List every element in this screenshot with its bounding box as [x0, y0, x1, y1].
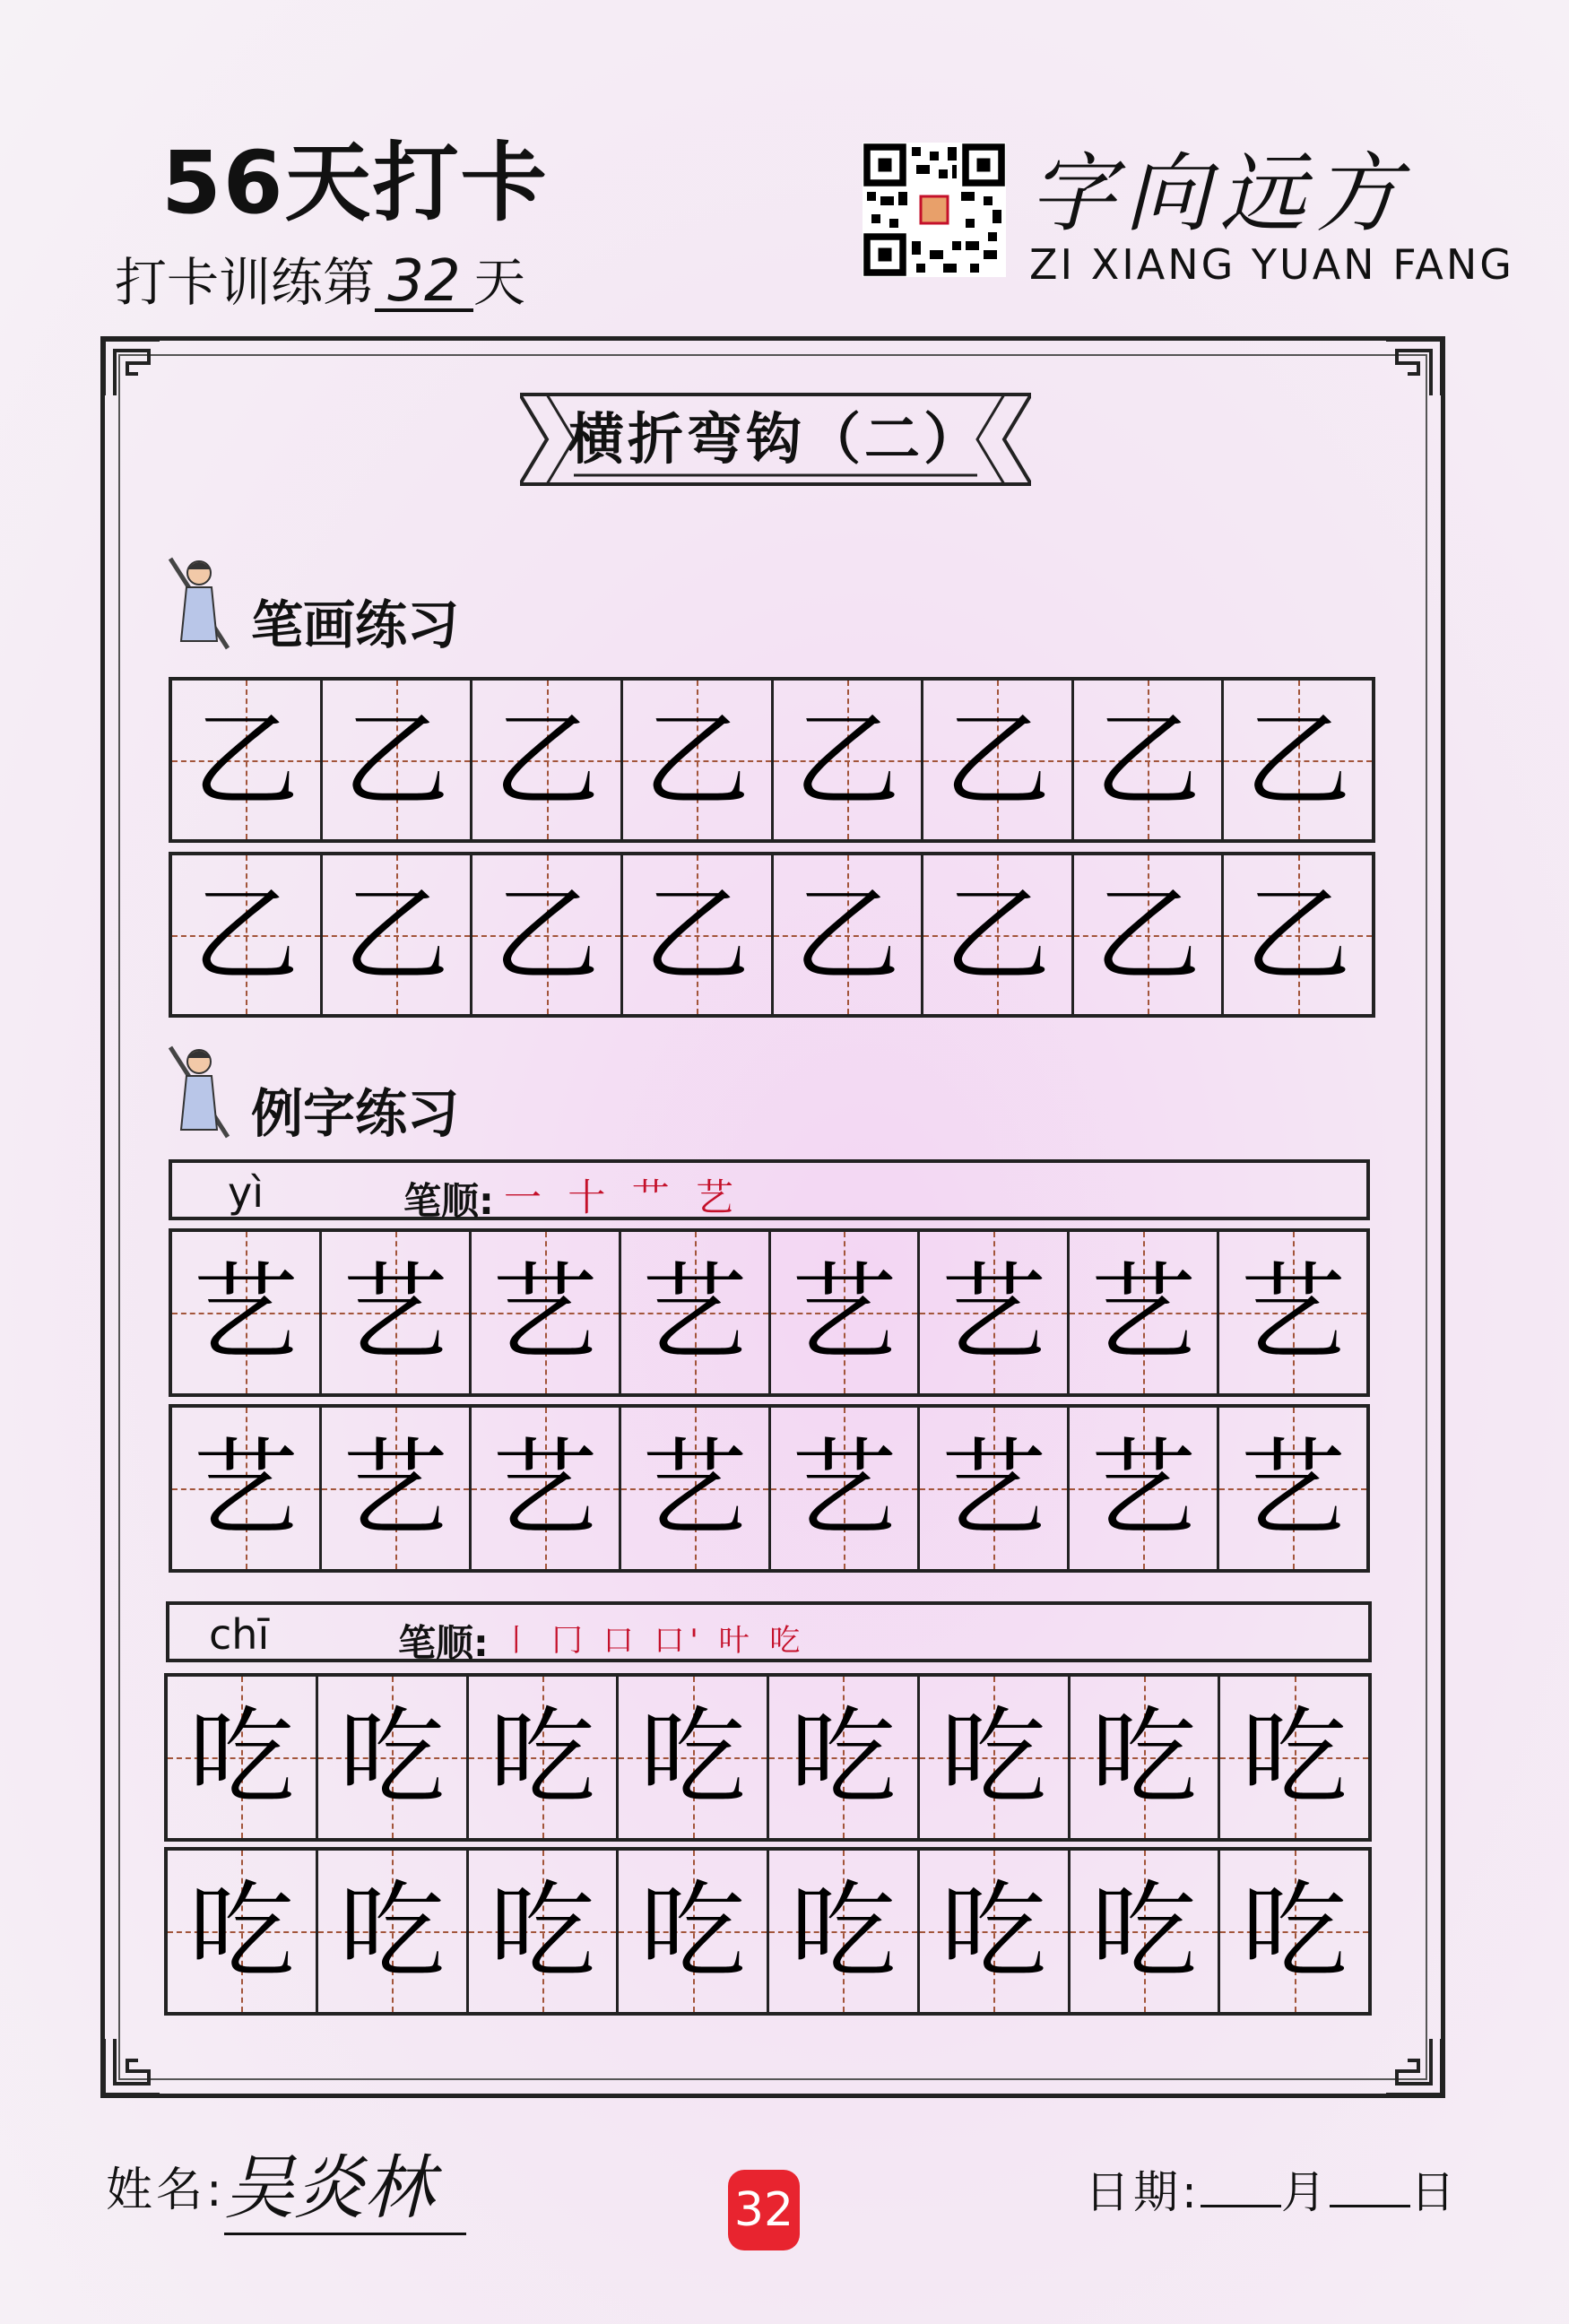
practice-cell[interactable] [771, 1232, 921, 1393]
example-practice-row [169, 1404, 1370, 1573]
practice-cell[interactable] [1074, 855, 1225, 1014]
practice-cell[interactable] [172, 681, 323, 839]
date-label: 日期: [1085, 2166, 1201, 2218]
practice-glyph: 吃 [339, 1869, 446, 1993]
practice-cell[interactable] [920, 1408, 1070, 1569]
practice-cell[interactable] [472, 855, 623, 1014]
practice-glyph: 艺 [941, 1251, 1047, 1374]
practice-cell[interactable] [619, 1851, 769, 2012]
practice-glyph: 艺 [791, 1426, 897, 1550]
practice-glyph: 吃 [790, 1869, 897, 1993]
practice-glyph: 艺 [791, 1251, 897, 1374]
stroke-practice-row [169, 677, 1375, 843]
practice-cell[interactable] [619, 1677, 769, 1838]
practice-glyph: 乙 [193, 872, 299, 997]
practice-glyph: 吃 [1090, 1695, 1197, 1819]
character-pinyin: yì [228, 1168, 264, 1217]
practice-cell[interactable] [920, 1232, 1070, 1393]
practice-glyph: 乙 [644, 872, 750, 997]
practice-glyph: 吃 [489, 1869, 595, 1993]
practice-glyph: 乙 [493, 698, 600, 822]
practice-glyph: 艺 [1090, 1426, 1197, 1550]
practice-cell[interactable] [323, 855, 473, 1014]
practice-glyph: 乙 [342, 698, 449, 822]
practice-glyph: 吃 [1241, 1695, 1348, 1819]
practice-cell[interactable] [769, 1677, 920, 1838]
practice-cell[interactable] [1070, 1232, 1219, 1393]
practice-cell[interactable] [172, 1232, 322, 1393]
practice-cell[interactable] [623, 681, 774, 839]
example-practice-row [164, 1673, 1372, 1842]
day-suffix: 天 [473, 252, 526, 313]
qr-code-icon [863, 142, 1006, 278]
month-label: 月 [1280, 2166, 1330, 2218]
practice-cell[interactable] [168, 1677, 318, 1838]
practice-glyph: 乙 [1244, 698, 1351, 822]
practice-glyph: 艺 [941, 1426, 1047, 1550]
practice-cell[interactable] [774, 855, 924, 1014]
practice-glyph: 乙 [1244, 872, 1351, 997]
example-practice-row [164, 1847, 1372, 2016]
corner-ornament-icon [1383, 2035, 1445, 2098]
practice-cell[interactable] [920, 1677, 1071, 1838]
day-field[interactable] [1330, 2205, 1410, 2207]
practice-glyph: 乙 [193, 698, 299, 822]
practice-glyph: 艺 [1240, 1251, 1347, 1374]
brand-logo-text: 字向远方 [1029, 143, 1409, 244]
practice-cell[interactable] [1219, 1232, 1366, 1393]
practice-glyph: 艺 [641, 1426, 748, 1550]
practice-glyph: 吃 [339, 1695, 446, 1819]
practice-cell[interactable] [621, 1232, 771, 1393]
practice-cell[interactable] [322, 1408, 472, 1569]
scholar-figure-icon [163, 1040, 235, 1139]
practice-cell[interactable] [323, 681, 473, 839]
practice-cell[interactable] [1219, 1408, 1366, 1569]
practice-glyph: 艺 [342, 1251, 448, 1374]
practice-glyph: 艺 [342, 1426, 448, 1550]
practice-cell[interactable] [1071, 1677, 1221, 1838]
practice-glyph: 吃 [188, 1695, 295, 1819]
date-line [1085, 2156, 1459, 2221]
page-title: 56天打卡 [161, 133, 549, 233]
practice-glyph: 乙 [493, 872, 600, 997]
practice-cell[interactable] [1071, 1851, 1221, 2012]
practice-glyph: 艺 [641, 1251, 748, 1374]
corner-ornament-icon [100, 336, 163, 399]
practice-glyph: 乙 [944, 872, 1051, 997]
practice-cell[interactable] [172, 1408, 322, 1569]
practice-cell[interactable] [1220, 1851, 1368, 2012]
practice-cell[interactable] [469, 1677, 620, 1838]
practice-glyph: 吃 [639, 1869, 746, 1993]
corner-ornament-icon [100, 2035, 163, 2098]
month-field[interactable] [1201, 2205, 1281, 2207]
practice-glyph: 吃 [188, 1869, 295, 1993]
practice-cell[interactable] [1224, 855, 1372, 1014]
practice-cell[interactable] [920, 1851, 1071, 2012]
stroke-practice-row [169, 852, 1375, 1018]
scholar-figure-icon [163, 551, 235, 650]
example-practice-heading: 例字练习 [251, 1083, 460, 1144]
practice-glyph: 吃 [941, 1869, 1047, 1993]
practice-cell[interactable] [1220, 1677, 1368, 1838]
practice-cell[interactable] [472, 681, 623, 839]
practice-glyph: 乙 [1095, 698, 1201, 822]
practice-glyph: 艺 [1240, 1426, 1347, 1550]
practice-cell[interactable] [1224, 681, 1372, 839]
practice-glyph: 乙 [793, 698, 900, 822]
practice-glyph: 乙 [342, 872, 449, 997]
character-info-bar [169, 1159, 1370, 1223]
practice-glyph: 艺 [192, 1251, 299, 1374]
practice-cell[interactable] [923, 681, 1074, 839]
practice-cell[interactable] [318, 1851, 469, 2012]
practice-cell[interactable] [621, 1408, 771, 1569]
practice-glyph: 吃 [1090, 1869, 1197, 1993]
stroke-practice-heading: 笔画练习 [251, 594, 460, 655]
practice-glyph: 吃 [941, 1695, 1047, 1819]
name-field[interactable]: 吴炎林 [224, 2132, 466, 2235]
stroke-order-sequence: 丨 冂 口 口' 叶 吃 [501, 1623, 806, 1659]
practice-glyph: 乙 [793, 872, 900, 997]
practice-cell[interactable] [774, 681, 924, 839]
lesson-banner [520, 386, 1031, 493]
stroke-order-label: 笔顺: [398, 1621, 489, 1665]
day-label: 日 [1409, 2166, 1459, 2218]
practice-glyph: 乙 [644, 698, 750, 822]
brand-pinyin: ZI XIANG YUAN FANG [1029, 240, 1514, 289]
practice-cell[interactable] [322, 1232, 472, 1393]
name-label: 姓名: [106, 2164, 226, 2217]
practice-glyph: 艺 [1090, 1251, 1197, 1374]
practice-cell[interactable] [923, 855, 1074, 1014]
practice-cell[interactable] [472, 1232, 621, 1393]
character-pinyin: chī [209, 1610, 270, 1659]
example-practice-row [169, 1228, 1370, 1397]
practice-glyph: 乙 [944, 698, 1051, 822]
practice-glyph: 吃 [1241, 1869, 1348, 1993]
corner-ornament-icon [1383, 336, 1445, 399]
practice-glyph: 吃 [639, 1695, 746, 1819]
practice-glyph: 吃 [489, 1695, 595, 1819]
practice-glyph: 吃 [790, 1695, 897, 1819]
checkin-day-line [115, 240, 525, 316]
practice-cell[interactable] [771, 1408, 921, 1569]
practice-cell[interactable] [1070, 1408, 1219, 1569]
practice-cell[interactable] [623, 855, 774, 1014]
day-number: 32 [375, 255, 473, 312]
lesson-title: 横折弯钩（二） [568, 406, 983, 472]
practice-cell[interactable] [469, 1851, 620, 2012]
stroke-order-label: 笔顺: [403, 1179, 494, 1223]
page-number-badge: 32 [728, 2170, 800, 2250]
stroke-order-sequence: 一 十 艹 艺 [504, 1175, 741, 1219]
practice-glyph: 艺 [491, 1251, 598, 1374]
practice-glyph: 乙 [1095, 872, 1201, 997]
practice-cell[interactable] [172, 855, 323, 1014]
day-prefix: 打卡训练第 [115, 252, 376, 313]
character-info-bar [166, 1601, 1372, 1665]
practice-glyph: 艺 [491, 1426, 598, 1550]
practice-cell[interactable] [318, 1677, 469, 1838]
practice-cell[interactable] [769, 1851, 920, 2012]
practice-cell[interactable] [1074, 681, 1225, 839]
practice-cell[interactable] [168, 1851, 318, 2012]
practice-cell[interactable] [472, 1408, 621, 1569]
practice-glyph: 艺 [192, 1426, 299, 1550]
